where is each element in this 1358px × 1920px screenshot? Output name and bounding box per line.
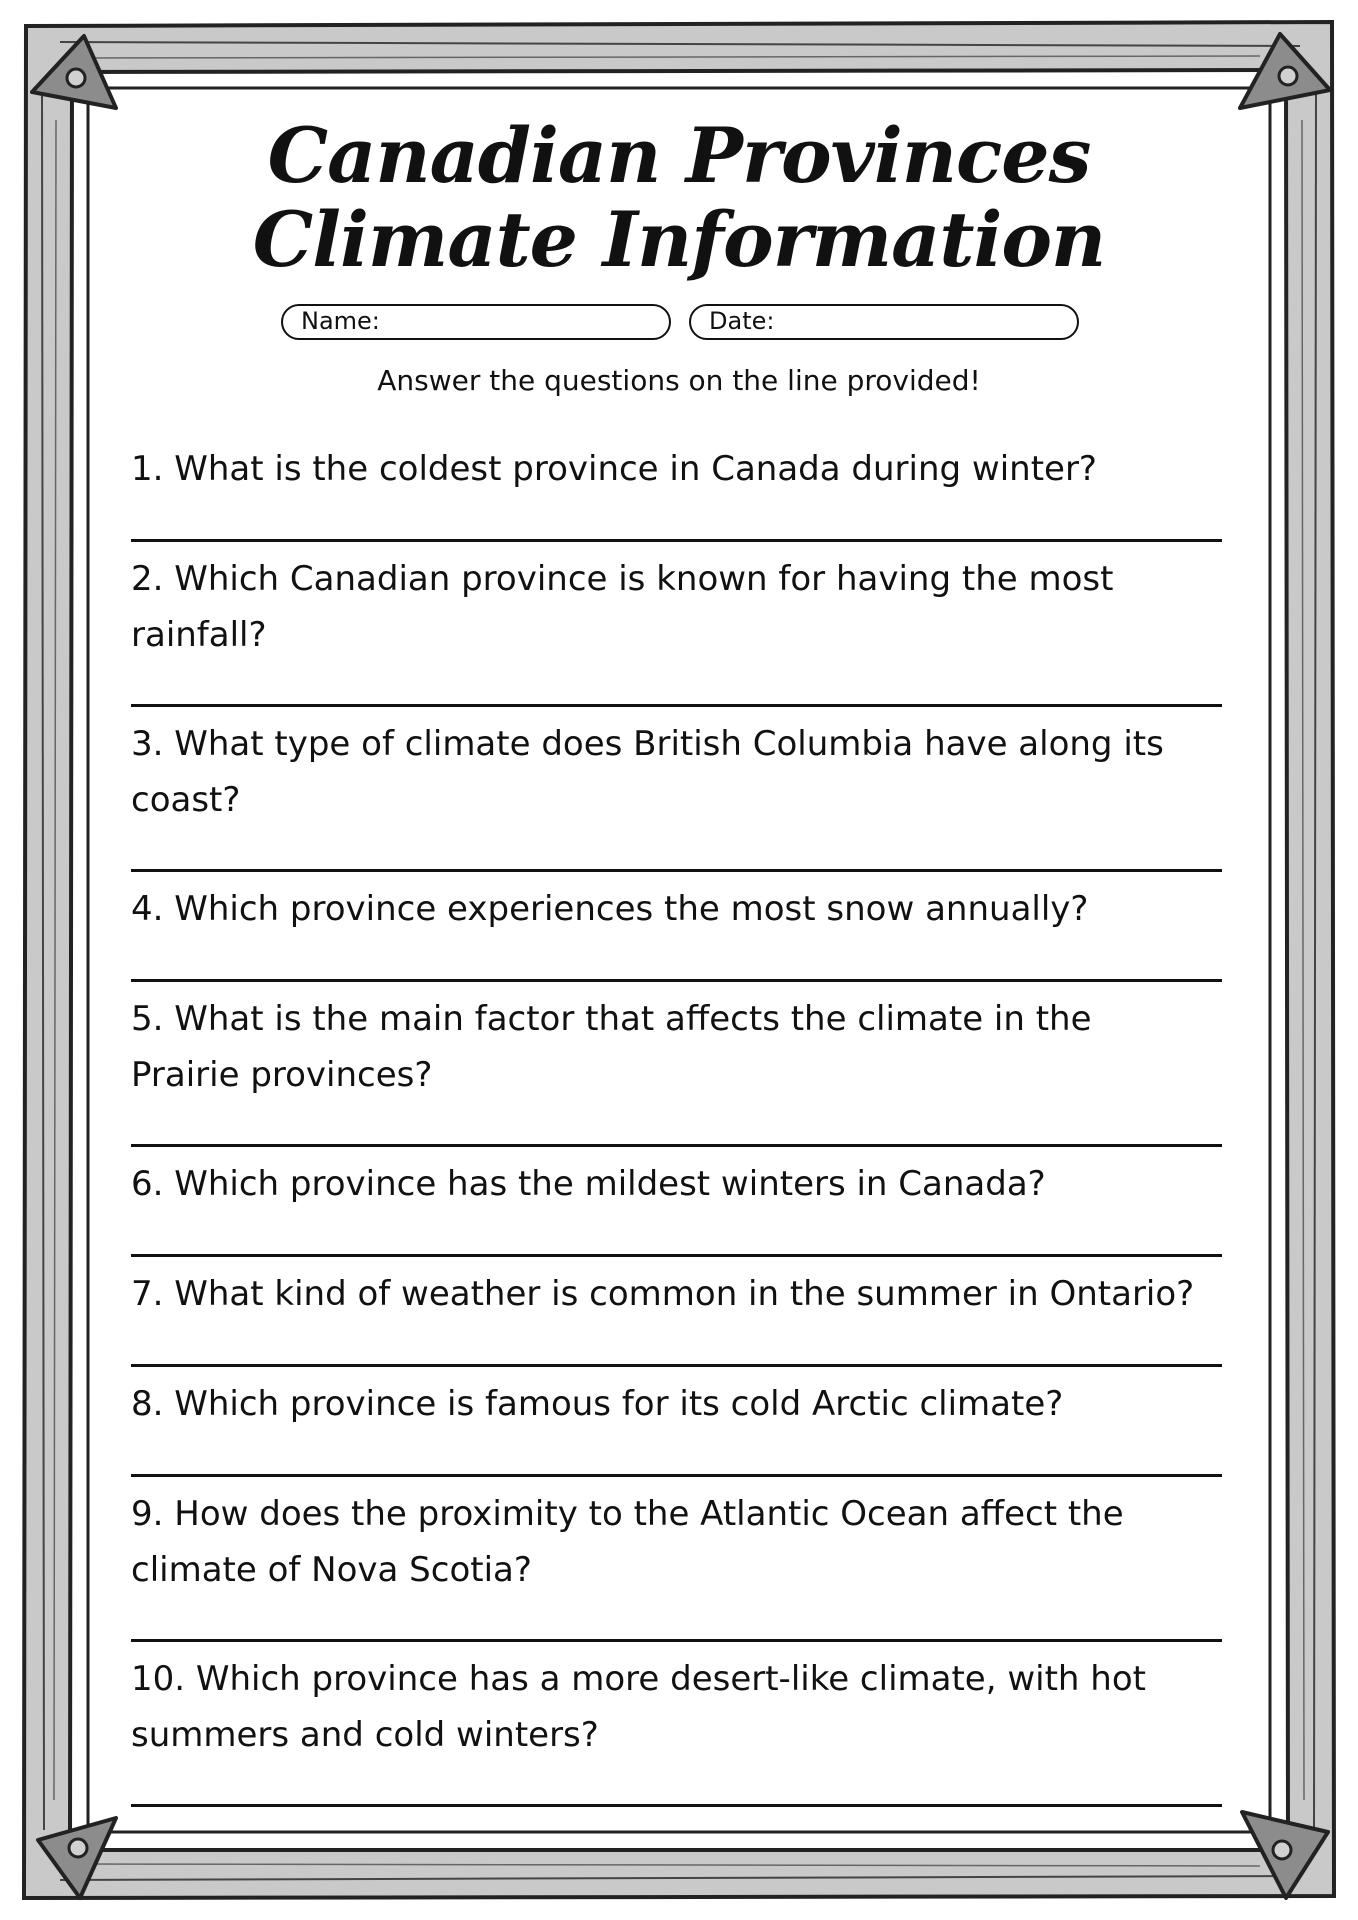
instructions: Answer the questions on the line provided! (377, 364, 981, 397)
question-10: 10. Which province has a more desert-like climate, with hot summers and cold winters? (131, 1659, 1146, 1755)
question-3: 3. What type of climate does British Columbia have along its coast? (131, 724, 1164, 820)
question-6: 6. Which province has the mildest winters in Canada? (131, 1164, 1046, 1204)
answer-line-4[interactable] (131, 979, 1222, 982)
title-line-2: Climate Information (252, 195, 1106, 284)
answer-line-5[interactable] (131, 1144, 1222, 1147)
question-5: 5. What is the main factor that affects the climate in the Prairie provinces? (131, 999, 1092, 1095)
answer-line-10[interactable] (131, 1804, 1222, 1807)
title-line-1: Canadian Provinces (267, 111, 1091, 200)
answer-line-7[interactable] (131, 1364, 1222, 1367)
question-2: 2. Which Canadian province is known for having the most rainfall? (131, 559, 1114, 655)
answer-line-6[interactable] (131, 1254, 1222, 1257)
answer-line-8[interactable] (131, 1474, 1222, 1477)
question-4: 4. Which province experiences the most snow annually? (131, 889, 1089, 929)
question-9: 9. How does the proximity to the Atlantic Ocean affect the climate of Nova Scotia? (131, 1494, 1124, 1590)
answer-line-3[interactable] (131, 869, 1222, 872)
question-7: 7. What kind of weather is common in the summer in Ontario? (131, 1274, 1195, 1314)
date-field[interactable] (689, 304, 1079, 340)
question-8: 8. Which province is famous for its cold Arctic climate? (131, 1384, 1064, 1424)
worksheet (96, 96, 1262, 1824)
page-title (96, 111, 1262, 284)
answer-line-9[interactable] (131, 1639, 1222, 1642)
name-label: Name: (301, 307, 380, 335)
question-1: 1. What is the coldest province in Canada during winter? (131, 449, 1097, 489)
answer-line-2[interactable] (131, 704, 1222, 707)
answer-line-1[interactable] (131, 539, 1222, 542)
date-label: Date: (709, 307, 775, 335)
name-field[interactable] (281, 304, 671, 340)
